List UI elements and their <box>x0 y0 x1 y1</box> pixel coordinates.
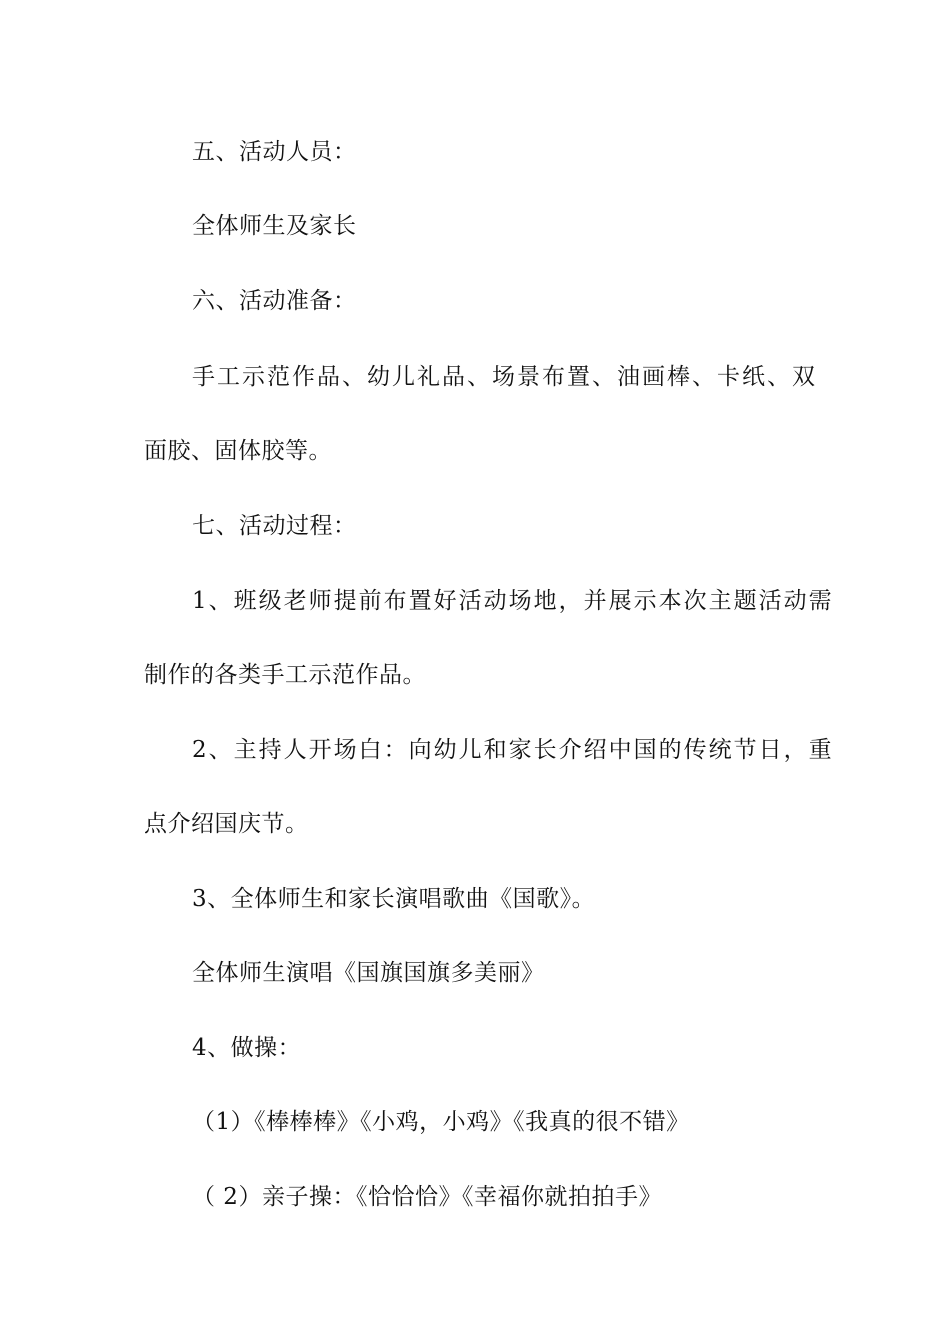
process-step-4-item-1: （1）《棒棒棒》《小鸡，小鸡》《我真的很不错》 <box>192 1109 690 1135</box>
process-step-3-song: 全体师生演唱《国旗国旗多美丽》 <box>192 960 545 986</box>
preparation-text-line-1: 手工示范作品、幼儿礼品、场景布置、油画棒、卡纸、双 <box>192 364 817 390</box>
participants-text: 全体师生及家长 <box>192 213 357 239</box>
section-heading-preparation: 六、活动准备： <box>192 288 357 314</box>
process-step-2-line-1: 2、主持人开场白：向幼儿和家长介绍中国的传统节日，重 <box>192 737 834 763</box>
process-step-1-line-1: 1、班级老师提前布置好活动场地，并展示本次主题活动需 <box>192 588 834 614</box>
process-step-4-item-2: （ 2）亲子操：《恰恰恰》《幸福你就拍拍手》 <box>192 1184 662 1210</box>
process-step-4: 4、做操： <box>192 1035 302 1061</box>
preparation-text-line-2: 面胶、固体胶等。 <box>144 438 332 464</box>
process-step-1-line-2: 制作的各类手工示范作品。 <box>144 662 426 688</box>
process-step-3: 3、全体师生和家长演唱歌曲《国歌》。 <box>192 886 596 912</box>
section-heading-participants: 五、活动人员： <box>192 139 357 165</box>
section-heading-process: 七、活动过程： <box>192 513 357 539</box>
process-step-2-line-2: 点介绍国庆节。 <box>144 811 309 837</box>
